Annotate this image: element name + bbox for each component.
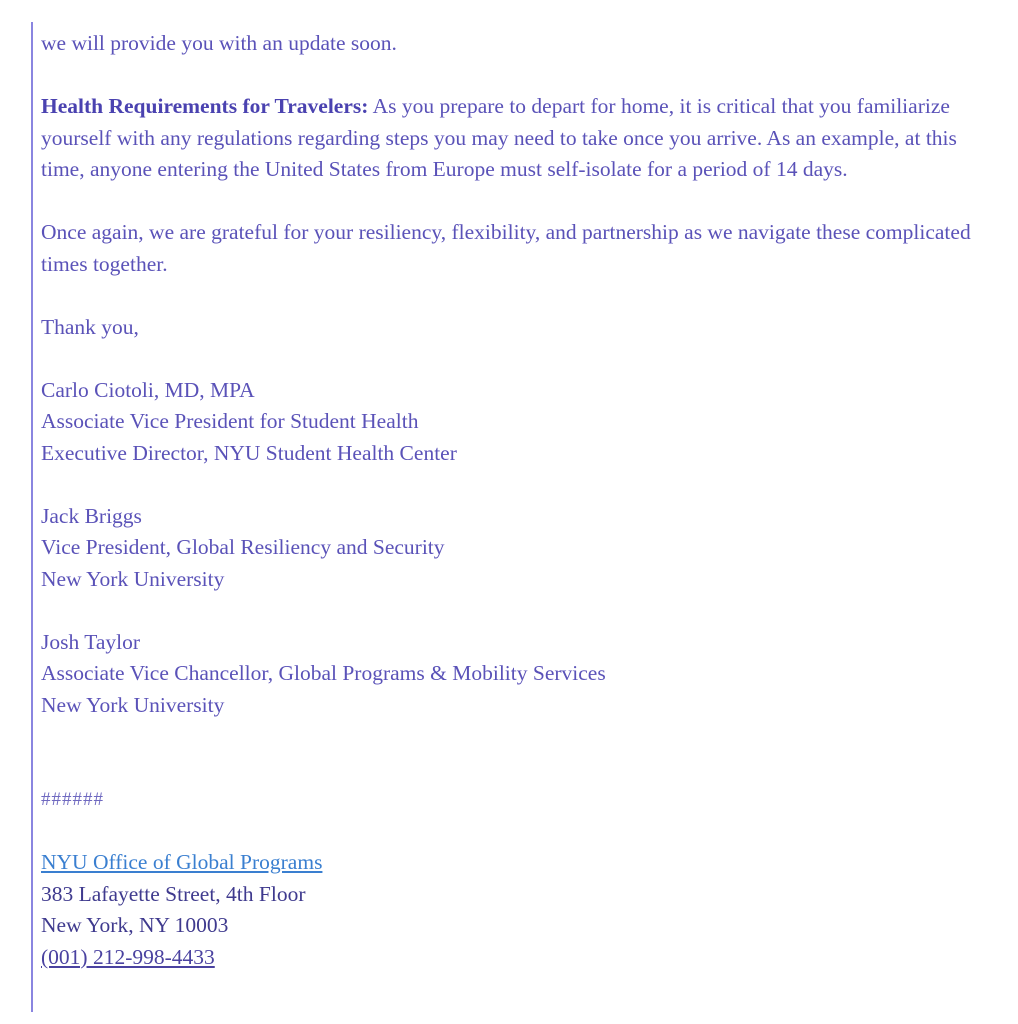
signature-block (41, 375, 1001, 470)
signatory-name: Jack Briggs (41, 503, 142, 528)
separator-hashes: ###### (41, 789, 104, 810)
signatory-title: Associate Vice President for Student Health (41, 409, 419, 433)
health-requirements-text: As you prepare to depart for home, it is critical that you familiarize yourself with any regulations regarding steps you may need to take once you arrive. As an example, at this time, anyone entering the United States from Europe must self-isolate for a period of 14 days. (41, 94, 957, 181)
signatory-title: Executive Director, NYU Student Health Center (41, 440, 457, 465)
quote-bar (31, 22, 33, 1012)
office-global-programs-link[interactable]: NYU Office of Global Programs (41, 850, 323, 874)
phone-link[interactable]: (001) 212-998-4433 (41, 944, 215, 969)
health-requirements-paragraph (41, 91, 1001, 186)
health-requirements-heading: Health Requirements for Travelers: (41, 94, 369, 118)
signatory-title: Associate Vice Chancellor, Global Programs & Mobility Services (41, 661, 606, 685)
signatory-name: Carlo Ciotoli, MD, MPA (41, 377, 255, 402)
signatory-title: New York University (41, 566, 225, 591)
footer-address-line: New York, NY 10003 (41, 913, 229, 937)
email-body (41, 28, 1001, 973)
signature-block (41, 627, 1001, 722)
footer-contact (41, 847, 1001, 973)
closing-line: Thank you, (41, 314, 139, 339)
update-line: we will provide you with an update soon. (41, 31, 397, 55)
footer-address-line: 383 Lafayette Street, 4th Floor (41, 881, 306, 906)
signatory-title: Vice President, Global Resiliency and Security (41, 535, 445, 559)
gratitude-paragraph: Once again, we are grateful for your resiliency, flexibility, and partnership as we navigate these complicated times together. (41, 220, 971, 276)
signatory-title: New York University (41, 692, 225, 717)
signatory-name: Josh Taylor (41, 629, 141, 654)
signature-block (41, 501, 1001, 596)
